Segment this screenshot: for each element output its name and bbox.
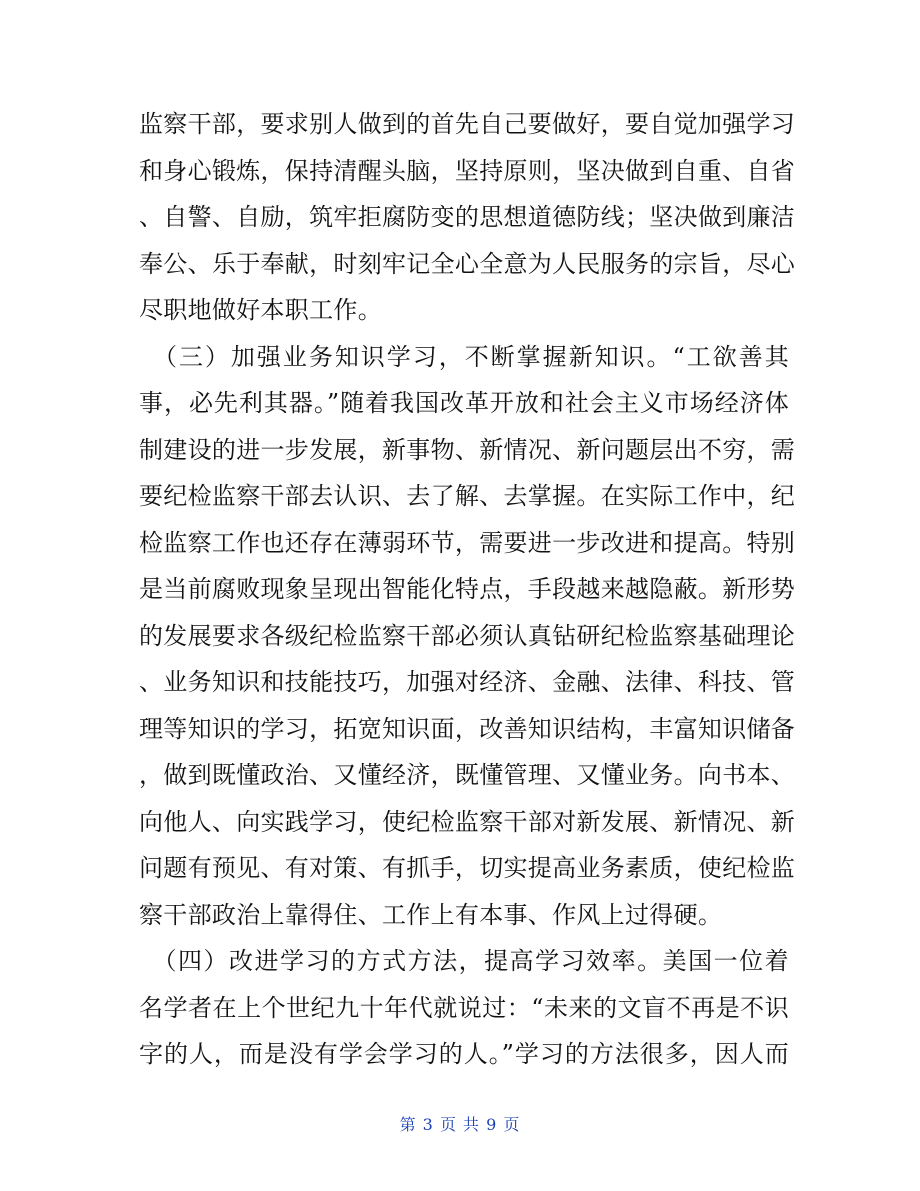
text-line: 、业务知识和技能技巧，加强对经济、金融、法律、科技、管 xyxy=(139,668,796,696)
text-line: 理等知识的学习，拓宽知识面，改善知识结构，丰富知识储备 xyxy=(139,714,796,743)
text-line: 制建设的进一步发展，新事物、新情况、新问题层出不穷，需 xyxy=(139,435,796,464)
paragraph-heading-line: （三）加强业务知识学习，不断掌握新知识。“工欲善其 xyxy=(139,342,789,371)
paragraph-heading-line: （四）改进学习的方式方法，提高学习效率。美国一位着 xyxy=(139,947,789,975)
text-line: 字的人，而是没有学会学习的人。”学习的方法很多，因人而 xyxy=(139,1040,789,1068)
text-line: 事，必先利其器。”随着我国改革开放和社会主义市场经济体 xyxy=(139,389,789,417)
text-line: 问题有预见、有对策、有抓手，切实提高业务素质，使纪检监 xyxy=(139,854,796,882)
text-line: 监察干部，要求别人做到的首先自己要做好，要自觉加强学习 xyxy=(139,110,796,138)
text-line: 名学者在上个世纪九十年代就说过：“未来的文盲不再是不识 xyxy=(139,993,789,1022)
text-line: 奉公、乐于奉献，时刻牢记全心全意为人民服务的宗旨，尽心 xyxy=(139,249,796,278)
text-line: 检监察工作也还存在薄弱环节，需要进一步改进和提高。特别 xyxy=(139,528,796,557)
text-line: 、自警、自励，筑牢拒腐防变的思想道德防线；坚决做到廉洁 xyxy=(139,203,796,231)
text-line: 尽职地做好本职工作。 xyxy=(139,296,382,324)
page-number-footer: 第 3 页 共 9 页 xyxy=(399,1115,521,1134)
text-line: 察干部政治上靠得住、工作上有本事、作风上过得硬。 xyxy=(139,900,723,929)
text-line: 和身心锻炼，保持清醒头脑，坚持原则，坚决做到自重、自省 xyxy=(139,156,796,185)
text-line: 的发展要求各级纪检监察干部必须认真钻研纪检监察基础理论 xyxy=(139,621,796,650)
text-line: 向他人、向实践学习，使纪检监察干部对新发展、新情况、新 xyxy=(139,807,796,836)
document-body xyxy=(139,101,796,1078)
text-line: ，做到既懂政治、又懂经济，既懂管理、又懂业务。向书本、 xyxy=(139,761,796,789)
text-line: 是当前腐败现象呈现出智能化特点，手段越来越隐蔽。新形势 xyxy=(139,575,796,603)
text-line: 要纪检监察干部去认识、去了解、去掌握。在实际工作中，纪 xyxy=(139,482,796,510)
